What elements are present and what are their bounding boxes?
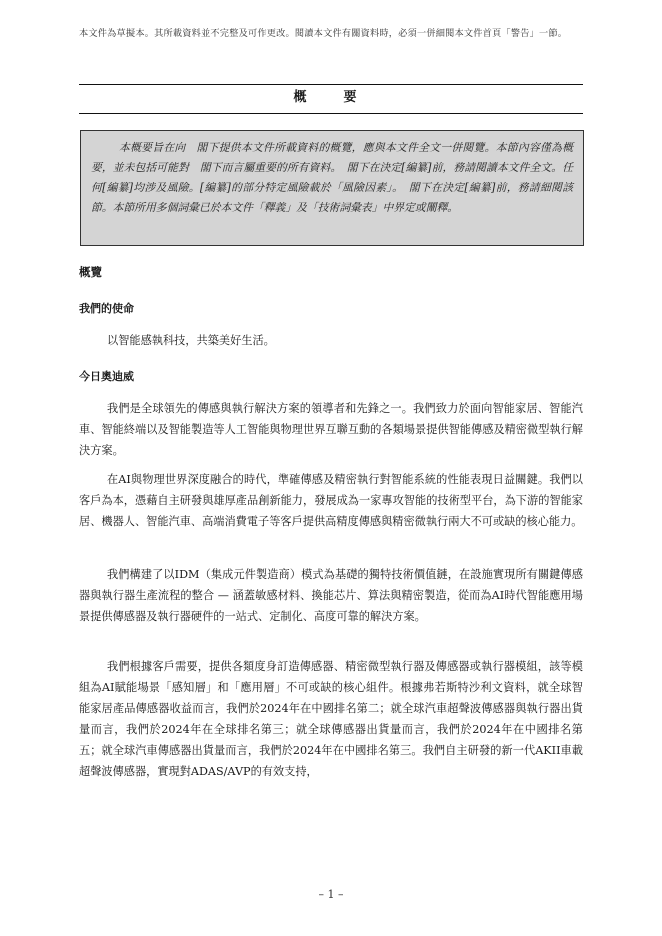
- paragraph-2: 在AI與物理世界深度融合的時代，準確傳感及精密執行對智能系統的性能表現日益關鍵。我們以客戶為本，憑藉自主研發與雄厚產品創新能力，發展成為一家專攻智能的技術型平台，為下游的智能家居、機器人、智能汽車、高端消費電子等客戶提供高精度傳感與精密微執行兩大不可或缺的核心能力。: [79, 473, 583, 528]
- page-number: – 1 –: [318, 888, 344, 901]
- page-title: 概 要: [293, 90, 369, 105]
- paragraph-3: 我們構建了以IDM（集成元件製造商）模式為基礎的獨特技術價值鏈，在設施實現所有關鍵傳感器與執行器生產流程的整合 — 涵蓋敏感材料、換能芯片、算法與精密製造，從而為AI時代智能應用場景提供傳感器及執行器硬件的一站式、定制化、高度可靠的解決方案。: [79, 568, 583, 623]
- title-rule-top: [79, 84, 583, 85]
- paragraph-4: 我們根據客戶需要，提供各類度身訂造傳感器、精密微型執行器及傳感器或執行器模組，該等模組為AI賦能場景「感知層」和「應用層」不可或缺的核心組件。根據弗若斯特沙利文資料，就全球智能家居產品傳感器收益而言，我們於2024年在中國排名第二；就全球汽車超聲波傳感器與執行器出貨量而言，我們於2024年在全球排名第三；就全球傳感器出貨量而言，我們於2024年在中國排名第五；就全球汽車傳感器出貨量而言，我們於2024年在中國排名第三。我們自主研發的新一代AKII車載超聲波傳感器，實現對ADAS/AVP的有效支持，: [79, 660, 583, 778]
- mission-heading: 我們的使命: [79, 302, 134, 315]
- mission-text: 以智能感執科技，共築美好生活。: [107, 334, 275, 347]
- draft-disclaimer: 本文件為草擬本。其所載資料並不完整及可作更改。閱讀本文件有關資料時，必須一併細閱本文件首頁「警告」一節。: [79, 28, 568, 39]
- paragraph-1: 我們是全球領先的傳感與執行解決方案的領導者和先鋒之一。我們致力於面向智能家居、智能汽車、智能終端以及智能製造等人工智能與物理世界互聯互動的各類場景提供智能傳感及精密微型執行解決方案。: [79, 402, 583, 457]
- warning-text: 本概要旨在向 閣下提供本文件所載資料的概覽，應與本文件全文一併閱覽。本節內容僅為概要，並未包括可能對 閣下而言屬重要的所有資料。 閣下在決定[編纂]前，務請閱讀本文件全文。任何[編纂]均涉及風險。[編纂]的部分特定風險載於「風險因素」。 閣下在決定[編纂]前，務請細閱該節。本節所用多個詞彙已於本文件「釋義」及「技術詞彙表」中界定或闡釋。: [91, 141, 573, 214]
- warning-box: [80, 130, 584, 246]
- title-rule-bottom: [79, 113, 583, 114]
- section-heading-overview: 概覽: [79, 265, 102, 279]
- company-heading: 今日奧迪威: [79, 370, 134, 383]
